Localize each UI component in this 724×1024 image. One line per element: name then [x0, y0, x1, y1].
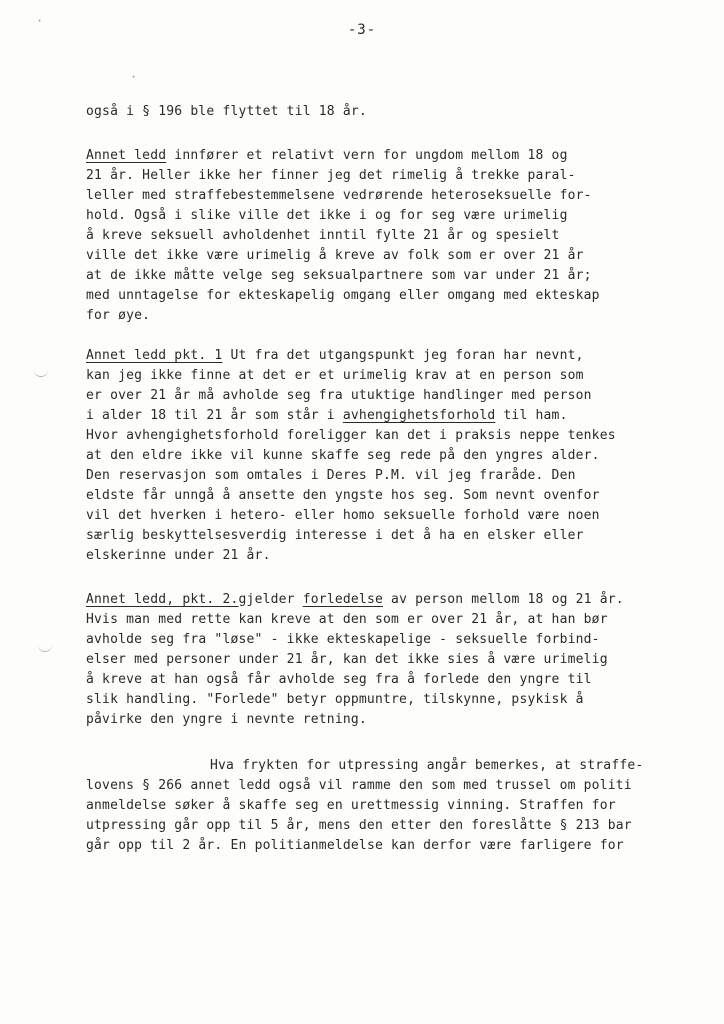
text-line [86, 207, 568, 225]
text-line [86, 147, 568, 165]
text-run: av person mellom 18 og 21 år. [383, 592, 624, 607]
text-line [86, 427, 616, 445]
text-run: avholde seg fra "løse" - ikke ekteskapelige - seksuelle forbind- [86, 632, 600, 647]
underlined-text: avhengighetsforhold [342, 408, 496, 423]
text-line [86, 187, 592, 205]
text-line [86, 611, 608, 629]
text-line [86, 507, 600, 525]
text-line [86, 447, 600, 465]
text-run: at de ikke måtte velge seg seksualpartnere som var under 21 år; [86, 268, 592, 283]
text-line [86, 817, 632, 835]
text-run: utpressing går opp til 5 år, mens den etter den foreslåtte § 213 bar [86, 818, 632, 833]
text-run: påvirke den yngre i nevnte retning. [86, 712, 367, 727]
text-run: lovens § 266 annet ledd også vil ramme den som med trussel om politi [86, 778, 632, 793]
text-run: slik handling. "Forlede" betyr oppmuntre, tilskynne, psykisk å [86, 692, 584, 707]
text-run: å kreve at han også får avholde seg fra å forlede den yngre til [86, 672, 592, 687]
text-line [86, 347, 584, 365]
underlined-text: forledelse [302, 592, 384, 607]
text-line [210, 757, 643, 775]
text-run: anmeldelse søker å skaffe seg en urettmessig vinning. Straffen for [86, 798, 616, 813]
text-line [86, 247, 584, 265]
text-run: Hva frykten for utpressing angår bemerkes, at straffe- [210, 758, 644, 773]
text-line [86, 527, 584, 545]
text-run: vil det hverken i hetero- eller homo seksuelle forhold være noen [86, 508, 600, 523]
margin-mark [38, 643, 52, 652]
text-line [86, 837, 624, 855]
text-line [86, 651, 608, 669]
text-line [86, 387, 592, 405]
text-run: hold. Også i slike ville det ikke i og for seg være urimelig [86, 208, 568, 223]
underlined-text: Annet ledd pkt. 1 [86, 348, 223, 363]
text-line [86, 797, 616, 815]
text-line [86, 307, 150, 325]
text-run: Hvis man med rette kan kreve at den som er over 21 år, at han bør [86, 612, 608, 627]
text-run: Den reservasjon som omtales i Deres P.M. vil jeg fraråde. Den [86, 468, 576, 483]
text-line [86, 227, 560, 245]
text-line [86, 487, 600, 505]
text-line [86, 103, 367, 121]
text-line [86, 671, 592, 689]
text-run: Hvor avhengighetsforhold foreligger kan det i praksis neppe tenkes [86, 428, 616, 443]
text-line [86, 777, 632, 795]
text-run: kan jeg ikke finne at det er et urimelig krav at en person som [86, 368, 584, 383]
text-line [86, 547, 271, 565]
text-run: Ut fra det utgangspunkt jeg foran har nevnt, [222, 348, 584, 363]
text-line [86, 407, 568, 425]
text-line [86, 467, 576, 485]
text-line [86, 367, 584, 385]
text-run: også i § 196 ble flyttet til 18 år. [86, 104, 367, 119]
text-run: at den eldre ikke vil kunne skaffe seg rede på den yngres alder. [86, 448, 600, 463]
text-run: innfører et relativt vern for ungdom mellom 18 og [166, 148, 568, 163]
text-run: 21 år. Heller ikke her finner jeg det rimelig å trekke paral- [86, 168, 576, 183]
text-line [86, 287, 600, 305]
text-run: for øye. [86, 308, 151, 323]
text-run: særlig beskyttelsesverdig interesse i det å ha en elsker eller [86, 528, 584, 543]
text-run: leller med straffebestemmelsene vedrørende heteroseksuelle for- [86, 188, 592, 203]
text-run: gjelder [238, 592, 303, 607]
text-line [86, 167, 576, 185]
underlined-text: Annet ledd [86, 148, 167, 163]
text-run: i alder 18 til 21 år som står i [86, 408, 343, 423]
text-line [86, 631, 600, 649]
text-line [86, 267, 592, 285]
text-run: elser med personer under 21 år, kan det ikke sies å være urimelig [86, 652, 608, 667]
text-line [86, 591, 624, 609]
text-run: eldste får unngå å ansette den yngste hos seg. Som nevnt ovenfor [86, 488, 600, 503]
stray-mark: · [36, 14, 44, 28]
text-line [86, 711, 367, 729]
text-run: går opp til 2 år. [86, 838, 223, 853]
text-run: er over 21 år må avholde seg fra utuktige handlinger med person [86, 388, 592, 403]
text-run: ville det ikke være urimelig å kreve av folk som er over 21 år [86, 248, 584, 263]
margin-mark [34, 368, 48, 377]
text-run: til ham. [495, 408, 568, 423]
text-run: elskerinne under 21 år. [86, 548, 271, 563]
text-run: med unntagelse for ekteskapelig omgang eller omgang med ekteskap [86, 288, 600, 303]
text-line [86, 691, 584, 709]
page-number: -3- [347, 22, 377, 38]
text-run: En politianmeldelse kan derfor være farligere for [222, 838, 624, 853]
underlined-text: Annet ledd, pkt. 2. [86, 592, 239, 607]
text-run: å kreve seksuell avholdenhet inntil fylte 21 år og spesielt [86, 228, 560, 243]
stray-mark: · [130, 70, 138, 84]
